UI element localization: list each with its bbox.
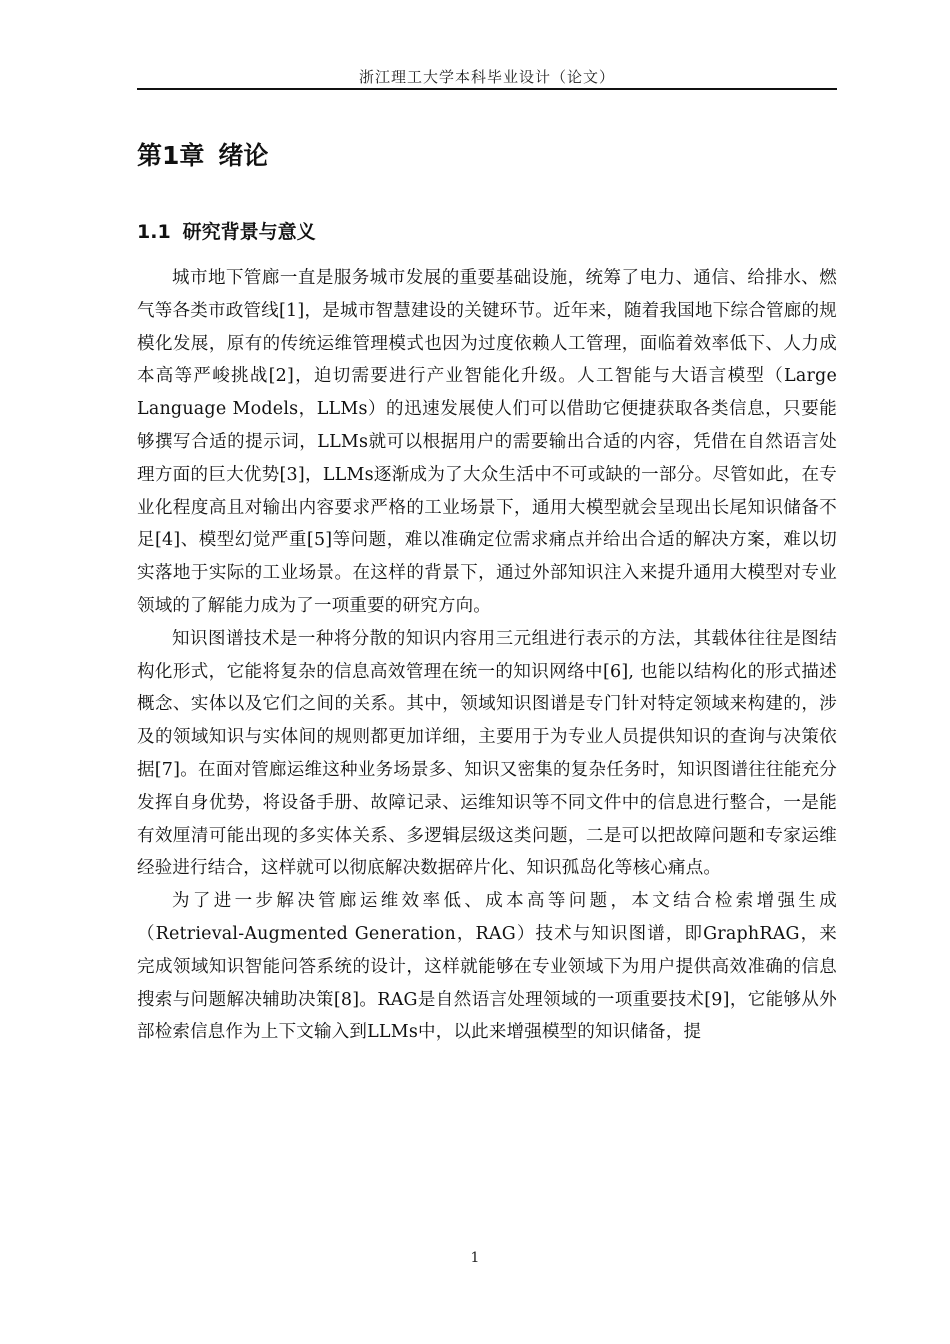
section-number: 1.1 [137,221,171,243]
paragraph-1: 城市地下管廊一直是服务城市发展的重要基础设施，统筹了电力、通信、给排水、燃气等各类市政管线[1]，是城市智慧建设的关键环节。近年来，随着我国地下综合管廊的规模化发展，原有的传统运维管理模式也因为过度依赖人工管理，面临着效率低下、人力成本高等严峻挑战[2]，迫切需要进行产业智能化升级。人工智能与大语言模型（Large Language Models，LLMs）的迅速发展使人们可以借助它便捷获取各类信息，只要能够撰写合适的提示词，LLMs就可以根据用户的需要输出合适的内容，凭借在自然语言处理方面的巨大优势[3]，LLMs逐渐成为了大众生活中不可或缺的一部分。尽管如此，在专业化程度高且对输出内容要求严格的工业场景下，通用大模型就会呈现出长尾知识储备不足[4]、模型幻觉严重[5]等问题，难以准确定位需求痛点并给出合适的解决方案，难以切实落地于实际的工业场景。在这样的背景下，通过外部知识注入来提升通用大模型对专业领域的了解能力成为了一项重要的研究方向。 [137,268,837,616]
chapter-title [137,136,268,172]
header-rule [137,88,837,90]
paragraph-3: 为了进一步解决管廊运维效率低、成本高等问题，本文结合检索增强生成（Retrieval-Augmented Generation，RAG）技术与知识图谱，即GraphRAG，来完成领域知识智能问答系统的设计，这样就能够在专业领域下为用户提供高效准确的信息搜索与问题解决辅助决策[8]。RAG是自然语言处理领域的一项重要技术[9]，它能够从外部检索信息作为上下文输入到LLMs中，以此来增强模型的知识储备，提 [137,891,837,1043]
paragraph-2: 知识图谱技术是一种将分散的知识内容用三元组进行表示的方法，其载体往往是图结构化形式，它能将复杂的信息高效管理在统一的知识网络中[6], 也能以结构化的形式描述概念、实体以及它们之间的关系。其中，领域知识图谱是专门针对特定领域来构建的，涉及的领域知识与实体间的规则都更加详细，主要用于为专业人员提供知识的查询与决策依据[7]。在面对管廊运维这种业务场景多、知识又密集的复杂任务时，知识图谱往往能充分发挥自身优势，将设备手册、故障记录、运维知识等不同文件中的信息进行整合，一是能有效厘清可能出现的多实体关系、多逻辑层级这类问题，二是可以把故障问题和专家运维经验进行结合，这样就可以彻底解决数据碎片化、知识孤岛化等核心痛点。 [137,628,837,879]
section-name: 研究背景与意义 [182,221,316,243]
chapter-name: 绪论 [218,141,269,170]
chapter-number: 第1章 [137,141,205,170]
page-number: 1 [470,1250,480,1266]
body-text [137,262,837,1049]
running-header: 浙江理工大学本科毕业设计（论文） [358,68,615,86]
section-title [137,217,316,244]
